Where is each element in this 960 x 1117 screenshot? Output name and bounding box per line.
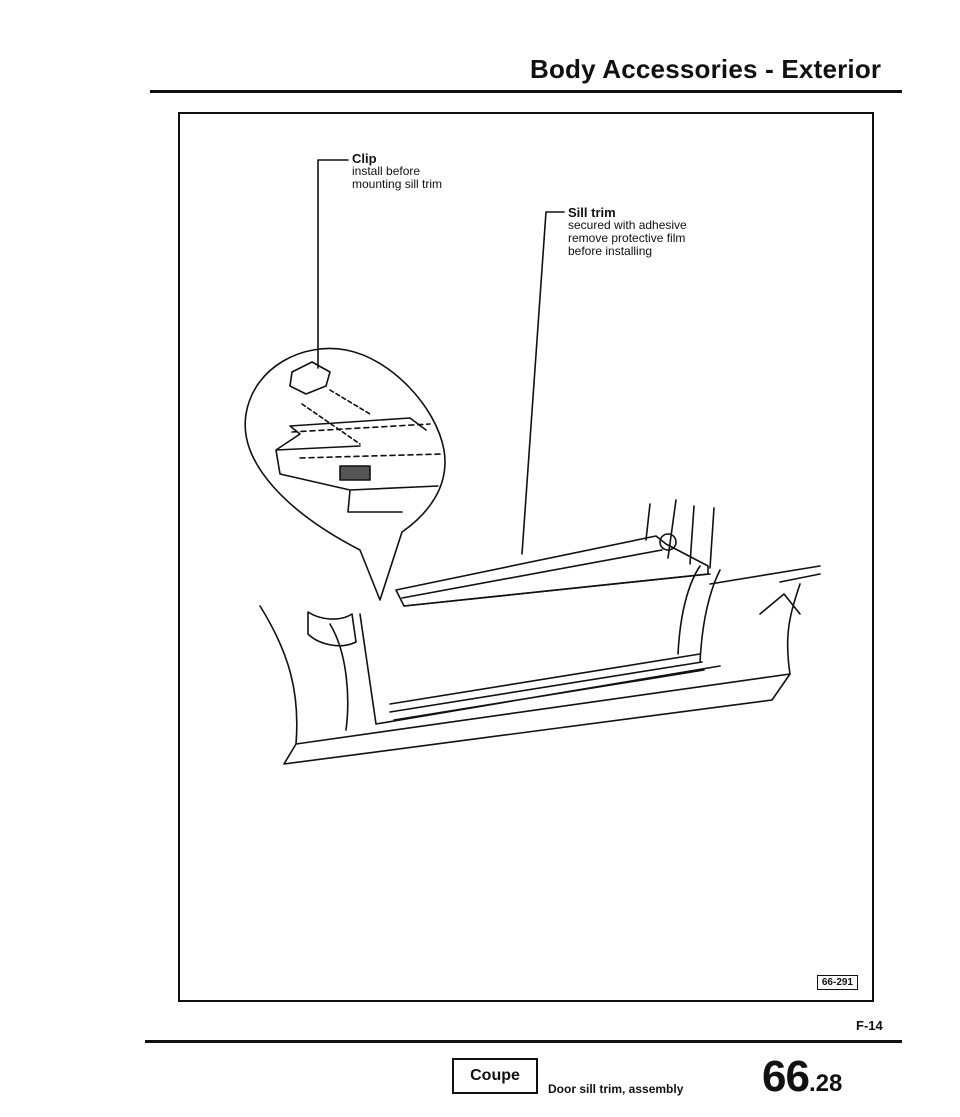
sill-trim-callout-line: secured with adhesive — [568, 218, 687, 232]
sill-trim-callout — [568, 206, 687, 258]
section-caption: Door sill trim, assembly — [548, 1082, 684, 1096]
header-rule — [150, 90, 902, 93]
page-title: Body Accessories - Exterior — [530, 54, 882, 84]
sill-trim-callout-title: Sill trim — [568, 205, 616, 220]
model-badge: Coupe — [452, 1058, 538, 1094]
footer-rule — [145, 1040, 902, 1043]
clip-callout — [352, 152, 442, 191]
page-code: F-14 — [856, 1018, 883, 1033]
clip-callout-line: install before — [352, 164, 421, 178]
page-number — [762, 1052, 842, 1102]
clip-on-trim — [340, 466, 370, 480]
illustration-frame — [178, 112, 874, 1002]
sill-trim-leader-line — [522, 212, 564, 554]
page-number-minor: .28 — [808, 1070, 843, 1097]
door-pillar — [646, 500, 714, 568]
sill-trim-callout-line: before installing — [568, 244, 653, 258]
figure-number: 66-291 — [817, 975, 858, 990]
clip-callout-line: mounting sill trim — [352, 177, 443, 191]
page-number-major: 66 — [762, 1052, 809, 1101]
sill-trim-callout-line: remove protective film — [568, 231, 686, 245]
clip-leader-line — [318, 160, 348, 368]
clip-part — [290, 362, 330, 394]
sill-trim-illustration — [180, 114, 872, 1000]
clip-callout-title: Clip — [352, 151, 377, 166]
